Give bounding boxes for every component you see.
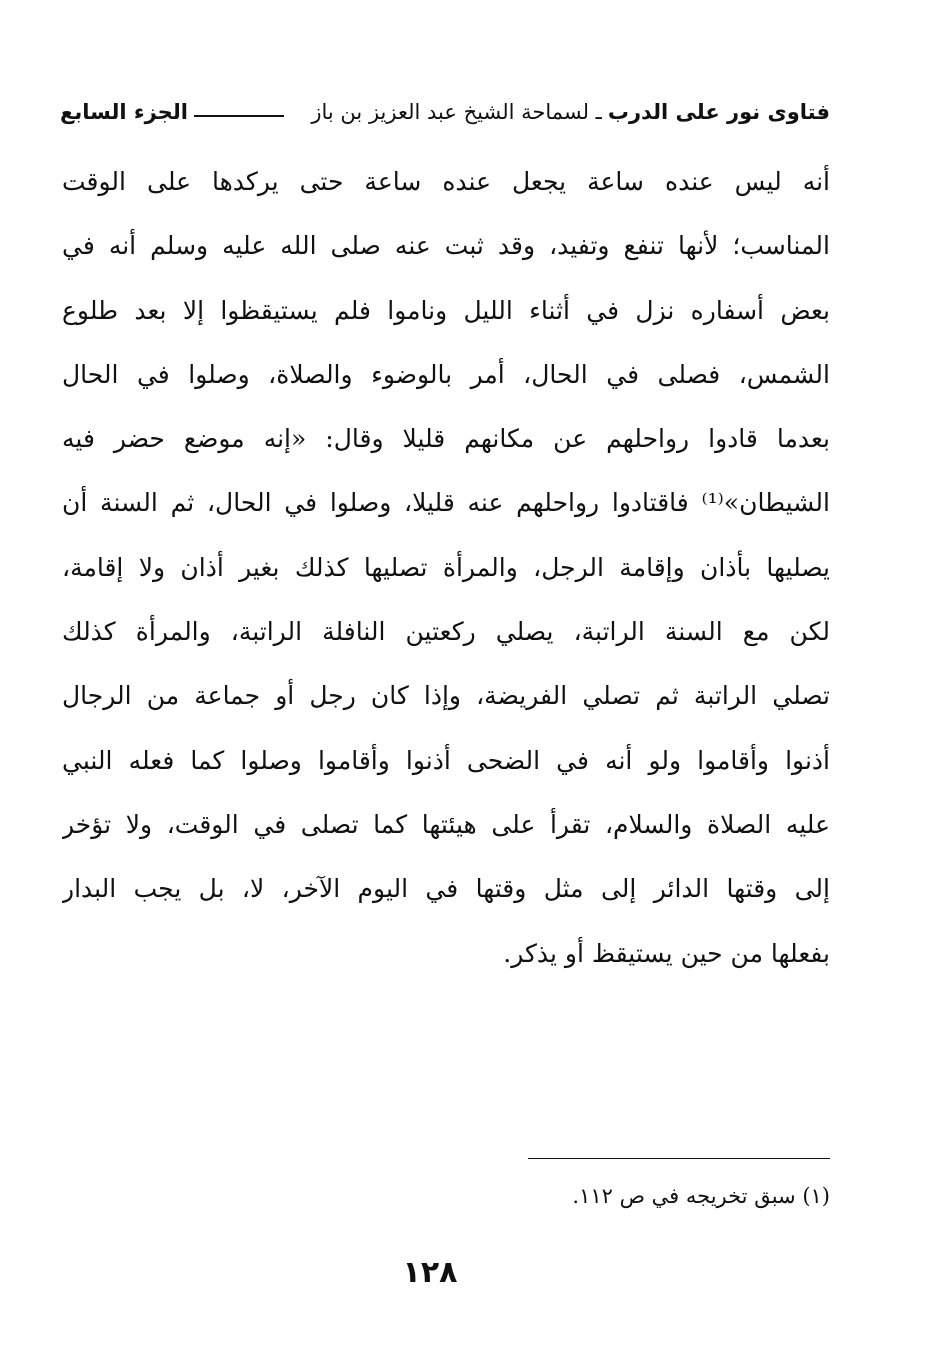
text-line: لكن مع السنة الراتبة، يصلي ركعتين النافلة الراتبة، والمرأة كذلك: [62, 617, 830, 647]
text-line: بفعلها من حين يستيقظ أو يذكر.: [503, 938, 830, 968]
footnote-rule: [528, 1158, 830, 1159]
page-number: ١٢٨: [402, 1255, 458, 1290]
header-dash-line: [194, 115, 284, 117]
text-line: المناسب؛ لأنها تنفع وتفيد، وقد ثبت عنه صلى الله عليه وسلم أنه في: [62, 231, 830, 261]
header-part-group: [60, 100, 284, 124]
text-line: بعدما قادوا رواحلهم عن مكانهم قليلا وقال: «إنه موضع حضر فيه: [62, 424, 830, 454]
author-name: ـ لسماحة الشيخ عبد العزيز بن باز: [311, 100, 602, 124]
volume-part: الجزء السابع: [60, 100, 188, 124]
text-line: إلى وقتها الدائر إلى مثل وقتها في اليوم الآخر، لا، بل يجب البدار: [62, 874, 830, 904]
running-header: [60, 92, 830, 132]
text-line: يصليها بأذان وإقامة الرجل، والمرأة تصليها كذلك بغير أذان ولا إقامة،: [62, 552, 830, 582]
header-title-group: [311, 100, 830, 124]
book-title: فتاوى نور على الدرب: [607, 100, 830, 124]
footnote: (١) سبق تخريجه في ص ١١٢.: [572, 1184, 830, 1208]
header-rule: [60, 133, 830, 134]
body-text: [62, 150, 830, 986]
text-line: الشيطان»⁽¹⁾ فاقتادوا رواحلهم عنه قليلا، وصلوا في الحال، ثم السنة أن: [62, 488, 830, 518]
text-line: أنه ليس عنده ساعة يجعل عنده ساعة حتى يركدها على الوقت: [62, 167, 830, 196]
text-line: الشمس، فصلى في الحال، أمر بالوضوء والصلاة، وصلوا في الحال: [62, 359, 830, 389]
text-line: أذنوا وأقاموا ولو أنه في الضحى أذنوا وأقاموا وصلوا كما فعله النبي: [62, 745, 830, 775]
text-line: تصلي الراتبة ثم تصلي الفريضة، وإذا كان رجل أو جماعة من الرجال: [62, 681, 830, 711]
text-line: بعض أسفاره نزل في أثناء الليل وناموا فلم يستيقظوا إلا بعد طلوع: [62, 295, 830, 325]
text-line: عليه الصلاة والسلام، تقرأ على هيئتها كما تصلى في الوقت، ولا تؤخر: [62, 809, 830, 839]
